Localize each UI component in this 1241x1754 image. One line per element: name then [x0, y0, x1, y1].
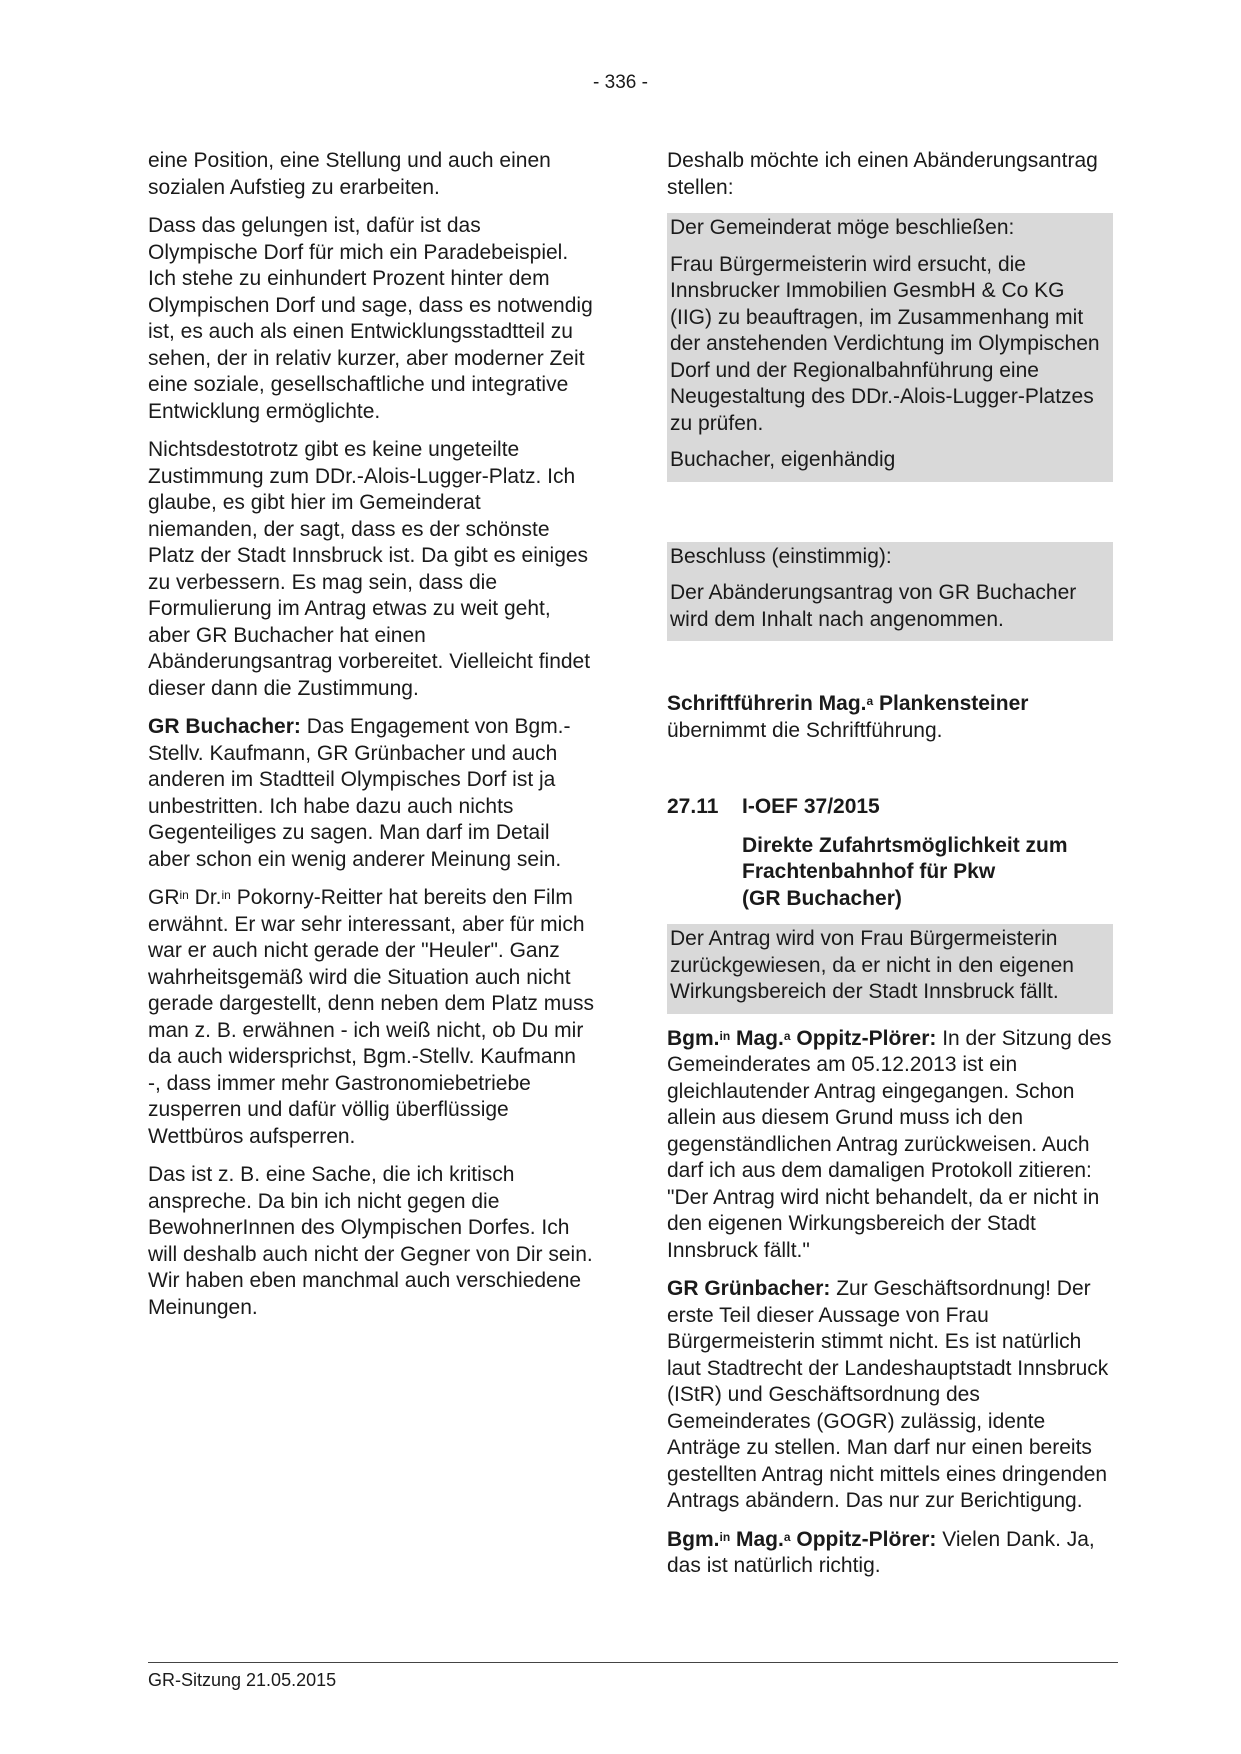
paragraph: Das ist z. B. eine Sache, die ich kritisch anspreche. Da bin ich nicht gegen die BewohnerInnen des Olympischen Dorfes. Ich will deshalb auch nicht der Gegner von Dir sein. Wir haben eben manchmal auch verschiedene Meinungen. [148, 1163, 593, 1319]
paragraph: Dass das gelungen ist, dafür ist das Olympische Dorf für mich ein Paradebeispiel. Ich stehe zu einhundert Prozent hinter dem Olympischen Dorf und sage, dass es notwendig ist, es auch als einen Entwicklungsstadtteil zu sehen, der in relativ kurzer, aber moderner Zeit eine soziale, gesellschaftliche und integrative Entwicklung ermöglichte. [148, 214, 593, 423]
speaker-name: Bgm. [667, 1527, 720, 1551]
speaker-name: Oppitz-Plörer: [790, 1026, 937, 1050]
superscript: in [719, 1529, 731, 1544]
superscript: in [179, 888, 189, 902]
speech-gruenbacher [667, 1276, 1113, 1515]
footer-text: GR-Sitzung 21.05.2015 [148, 1670, 337, 1690]
speech-text: Vielen Dank. Ja, das ist natürlich richtig. [667, 1527, 1095, 1577]
paragraph [148, 885, 594, 1150]
speech-mayor [667, 1527, 1113, 1580]
rejection-text: Der Antrag wird von Frau Bürgermeisterin zurückgewiesen, da er nicht in den eigenen Wirkungsbereich der Stadt Innsbruck fällt. [670, 927, 1074, 1003]
speech-buchacher [148, 714, 594, 873]
paragraph: Deshalb möchte ich einen Abänderungsantrag stellen: [667, 149, 1098, 199]
speaker-name: Oppitz-Plörer: [790, 1527, 937, 1551]
motion-line: Der Gemeinderat möge beschließen: [670, 216, 1015, 239]
motion-line: Frau Bürgermeisterin wird ersucht, die Innsbrucker Immobilien GesmbH & Co KG (IIG) zu beauftragen, im Zusammenhang mit der anstehenden Verdichtung im Olympischen Dorf und der Regionalbahnführung eine Neugestaltung des DDr.-Alois-Lugger-Platzes zu prüfen. [670, 252, 1100, 435]
resolution-box [667, 542, 1113, 642]
right-column [667, 148, 1113, 1592]
speaker-name: Bgm. [667, 1026, 720, 1050]
superscript: in [221, 888, 231, 902]
title-dr: Dr. [188, 886, 222, 909]
motion-line: Buchacher, eigenhändig [670, 448, 896, 471]
resolution-line: Beschluss (einstimmig): [670, 544, 892, 568]
item-number: 27.11 [667, 795, 719, 818]
paragraph-text: Pokorny-Reitter hat bereits den Film erwähnt. Er war sehr interessant, aber für mich war er auch nicht gerade der "Heuler". Ganz wahrheitsgemäß wird die Situation auch nicht gerade dargestellt, denn neben dem Platz muss man z. B. erwähnen - ich weiß nicht, ob Du mir da auch widersprichst, Bgm.-Stellv. Kaufmann -, dass immer mehr Gastronomiebetriebe zusperren und dafür völlig überflüssige Wettbüros aufsperren. [148, 886, 594, 1148]
speech-text: In der Sitzung des Gemeinderates am 05.12.2013 ist ein gleichlautender Antrag eingegangen. Schon allein aus diesem Grund muss ich den gegenständlichen Antrag zurückweisen. Auch darf ich aus dem damaligen Protokoll zitieren: "Der Antrag wird nicht behandelt, da er nicht in den eigenen Wirkungsbereich der Stadt Innsbruck fällt." [667, 1026, 1112, 1262]
secretary-note [667, 691, 1113, 718]
secretary-text: übernimmt die Schriftführung. [667, 718, 943, 742]
paragraph: Nichtsdestotrotz gibt es keine ungeteilte Zustimmung zum DDr.-Alois-Lugger-Platz. Ich glaube, es gibt hier im Gemeinderat niemanden, der sagt, dass es der schönste Platz der Stadt Innsbruck ist. Da gibt es einiges zu verbessern. Es mag sein, dass die Formulierung im Antrag etwas zu weit geht, aber GR Buchacher hat einen Abänderungsantrag vorbereitet. Vielleicht findet dieser dann die Zustimmung. [148, 438, 591, 700]
superscript: in [719, 1028, 731, 1043]
agenda-item-title [742, 833, 1113, 913]
title-gr: GR [148, 886, 180, 909]
paragraph: eine Position, eine Stellung und auch einen sozialen Aufstieg zu erarbeiten. [148, 149, 551, 199]
secretary-name: Schriftführerin Mag. [667, 692, 867, 715]
speaker-name: GR Grünbacher: [667, 1277, 831, 1300]
page-number: - 336 - [593, 72, 648, 93]
secretary-surname: Plankensteiner [873, 692, 1029, 715]
superscript: a [783, 1028, 791, 1043]
title-line: Frachtenbahnhof für Pkw [742, 860, 996, 883]
speaker-name: Mag. [730, 1026, 784, 1050]
rejection-box [667, 924, 1113, 1014]
speech-mayor [667, 1026, 1113, 1265]
superscript: a [783, 1529, 791, 1544]
motion-box [667, 213, 1113, 482]
speech-text: Das Engagement von Bgm.-Stellv. Kaufmann, GR Grünbacher und auch anderen im Stadtteil Olympisches Dorf ist ja unbestritten. Ich habe dazu auch nichts Gegenteiliges zu sagen. Man darf im Detail aber schon ein wenig anderer Meinung sein. [148, 715, 571, 871]
speech-text: Zur Geschäftsordnung! Der erste Teil dieser Aussage von Frau Bürgermeisterin stimmt nicht. Es ist natürlich laut Stadtrecht der Landeshauptstadt Innsbruck (IStR) und Geschäftsordnung des Gemeinderates (GOGR) zulässig, idente Anträge zu stellen. Man darf nur einen bereits gestellten Antrag nicht mittels eines dringenden Antrags abändern. Das nur zur Berichtigung. [667, 1277, 1109, 1512]
item-code: I-OEF 37/2015 [742, 795, 880, 818]
title-line: Direkte Zufahrtsmöglichkeit zum [742, 833, 1068, 857]
agenda-item-heading [667, 794, 1113, 821]
superscript: a [866, 694, 874, 708]
title-line: (GR Buchacher) [742, 886, 902, 910]
speaker-name: GR Buchacher: [148, 715, 301, 738]
speaker-name: Mag. [730, 1527, 784, 1551]
left-column [148, 148, 594, 1333]
resolution-line: Der Abänderungsantrag von GR Buchacher wird dem Inhalt nach angenommen. [670, 581, 1077, 631]
footer-divider [148, 1662, 1118, 1663]
